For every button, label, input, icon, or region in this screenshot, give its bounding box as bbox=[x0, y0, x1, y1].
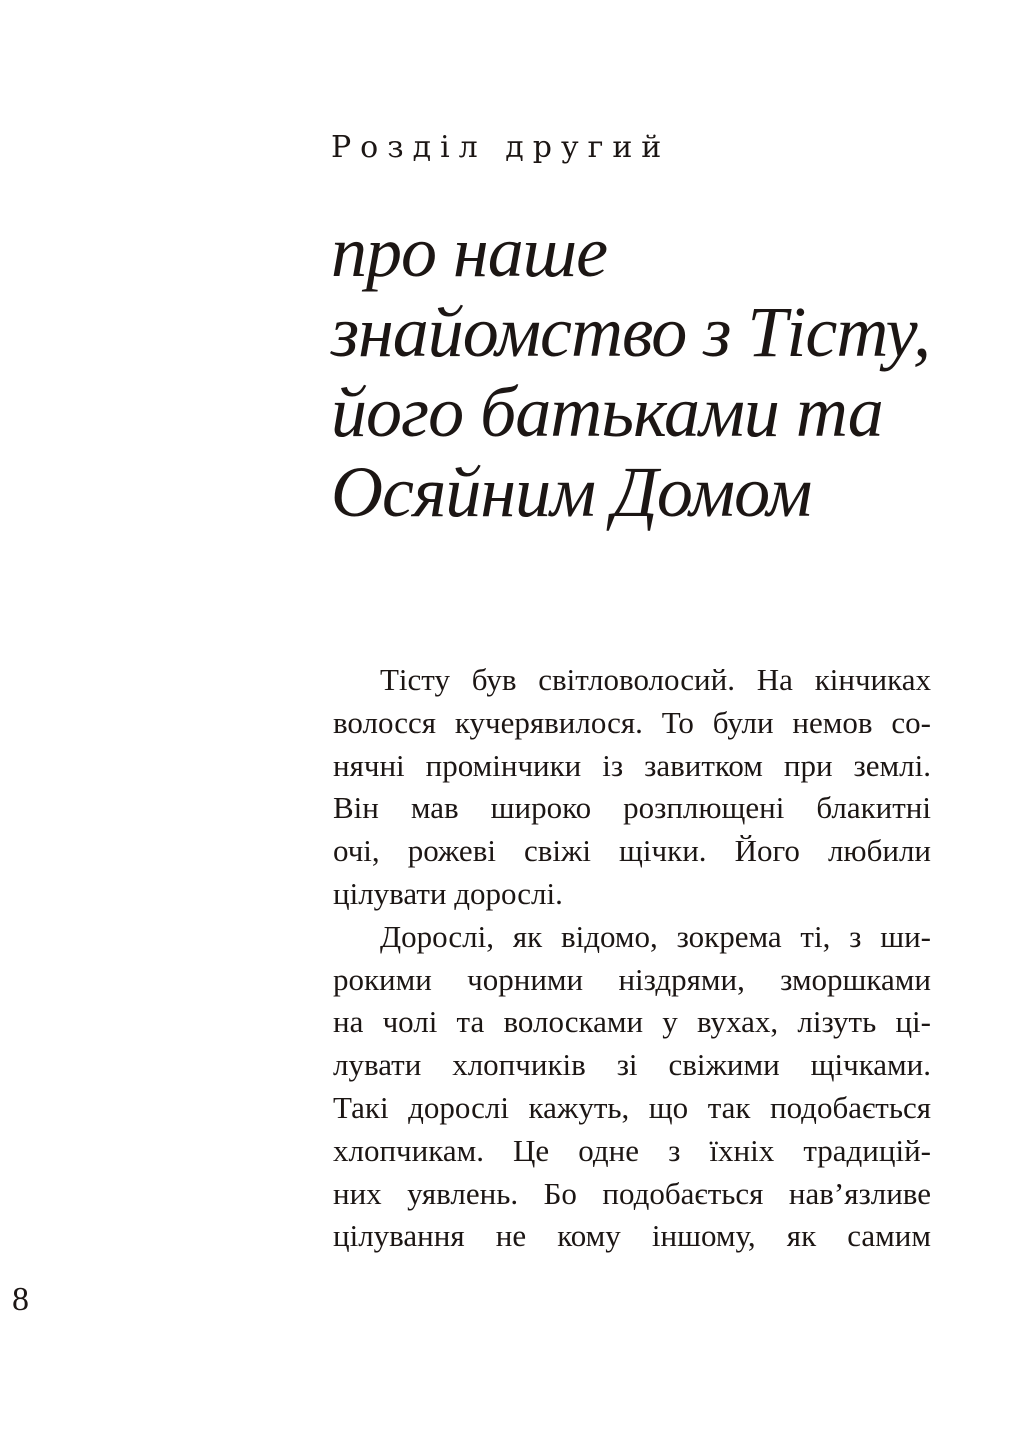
chapter-title bbox=[331, 212, 971, 532]
text-line: Він мав широко розплющені блакитні bbox=[333, 790, 931, 826]
text-line: хлопчикам. Це одне з їхніх традицій- bbox=[333, 1132, 931, 1168]
text-line: цілувати дорослі. bbox=[333, 875, 563, 911]
paragraph bbox=[333, 916, 931, 1258]
text-line: Дорослі, як відомо, зокрема ті, з ши- bbox=[380, 918, 931, 954]
text-line: волосся кучерявилося. То були немов со- bbox=[333, 704, 931, 740]
chapter-title-line: його батьками та bbox=[331, 372, 883, 452]
text-line: Тісту був світловолосий. На кінчиках bbox=[380, 662, 931, 697]
page-number: 8 bbox=[12, 1281, 29, 1318]
chapter-title-line: про наше bbox=[331, 212, 608, 292]
chapter-label: Розділ другий bbox=[331, 130, 671, 165]
text-line: лувати хлопчиків зі свіжими щічками. bbox=[333, 1047, 931, 1083]
paragraph bbox=[333, 659, 931, 916]
text-line: на чолі та волосками у вухах, лізуть ці- bbox=[333, 1004, 931, 1040]
text-line: очі, рожеві свіжі щічки. Його любили bbox=[333, 833, 931, 869]
body-text bbox=[333, 659, 931, 1258]
chapter-title-line: знайомство з Тісту, bbox=[331, 292, 930, 372]
text-line: рокими чорними ніздрями, зморшками bbox=[333, 961, 931, 997]
chapter-title-line: Осяйним Домом bbox=[331, 452, 812, 532]
text-line: нячні промінчики із завитком при землі. bbox=[333, 747, 931, 783]
text-line: них уявлень. Бо подобається нав’язливе bbox=[333, 1175, 931, 1211]
text-line: цілування не кому іншому, як самим bbox=[333, 1218, 931, 1254]
text-line: Такі дорослі кажуть, що так подобається bbox=[333, 1089, 931, 1125]
